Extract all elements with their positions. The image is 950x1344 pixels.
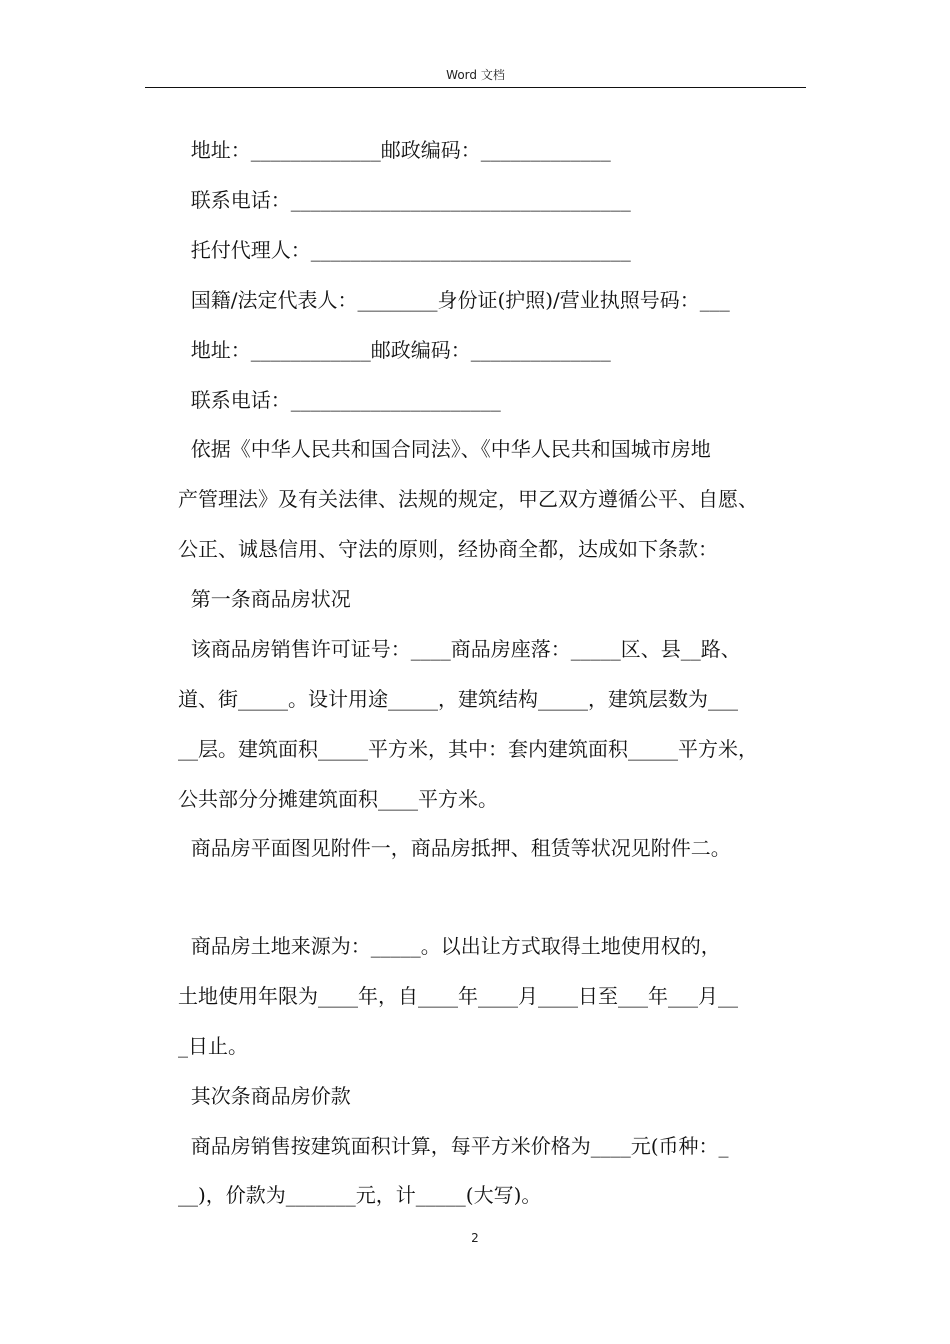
- body-line: 该商品房销售许可证号：____商品房座落：_____区、县__路、: [178, 637, 741, 661]
- section-heading: 其次条商品房价款: [178, 1084, 351, 1108]
- body-line: 托付代理人：________________________________: [178, 238, 631, 262]
- body-line: 商品房销售按建筑面积计算，每平方米价格为____元(币种：_: [178, 1134, 729, 1158]
- body-line: 公共部分分摊建筑面积____平方米。: [178, 787, 498, 811]
- body-line: _日止。: [178, 1034, 248, 1058]
- body-line: __层。建筑面积_____平方米，其中：套内建筑面积_____平方米，: [178, 737, 758, 761]
- body-line: 道、街_____。设计用途_____，建筑结构_____，建筑层数为___: [178, 687, 738, 711]
- body-line: 公正、诚恳信用、守法的原则，经协商全都，达成如下条款：: [178, 537, 718, 561]
- page-number: 2: [471, 1231, 479, 1245]
- body-line: 产管理法》及有关法律、法规的规定，甲乙双方遵循公平、自愿、: [178, 487, 758, 511]
- body-line: __)，价款为_______元，计_____(大写)。: [178, 1183, 542, 1207]
- page-header: Word 文档: [446, 68, 505, 82]
- body-line: 国籍/法定代表人：________身份证(护照)/营业执照号码：___: [178, 288, 730, 312]
- body-line: 地址：____________邮政编码：______________: [178, 338, 611, 362]
- body-line: 土地使用年限为____年，自____年____月____日至___年___月__: [178, 984, 738, 1008]
- body-line: 依据《中华人民共和国合同法》、《中华人民共和国城市房地: [178, 437, 711, 461]
- body-line: 商品房平面图见附件一，商品房抵押、租赁等状况见附件二。: [178, 836, 731, 860]
- body-line: 联系电话：__________________________________: [178, 188, 631, 212]
- body-line: 地址：_____________邮政编码：_____________: [178, 138, 611, 162]
- header-divider: [145, 87, 806, 88]
- section-heading: 第一条商品房状况: [178, 587, 351, 611]
- body-line: 商品房土地来源为：_____。以出让方式取得土地使用权的，: [178, 934, 721, 958]
- body-line: 联系电话：_____________________: [178, 388, 501, 412]
